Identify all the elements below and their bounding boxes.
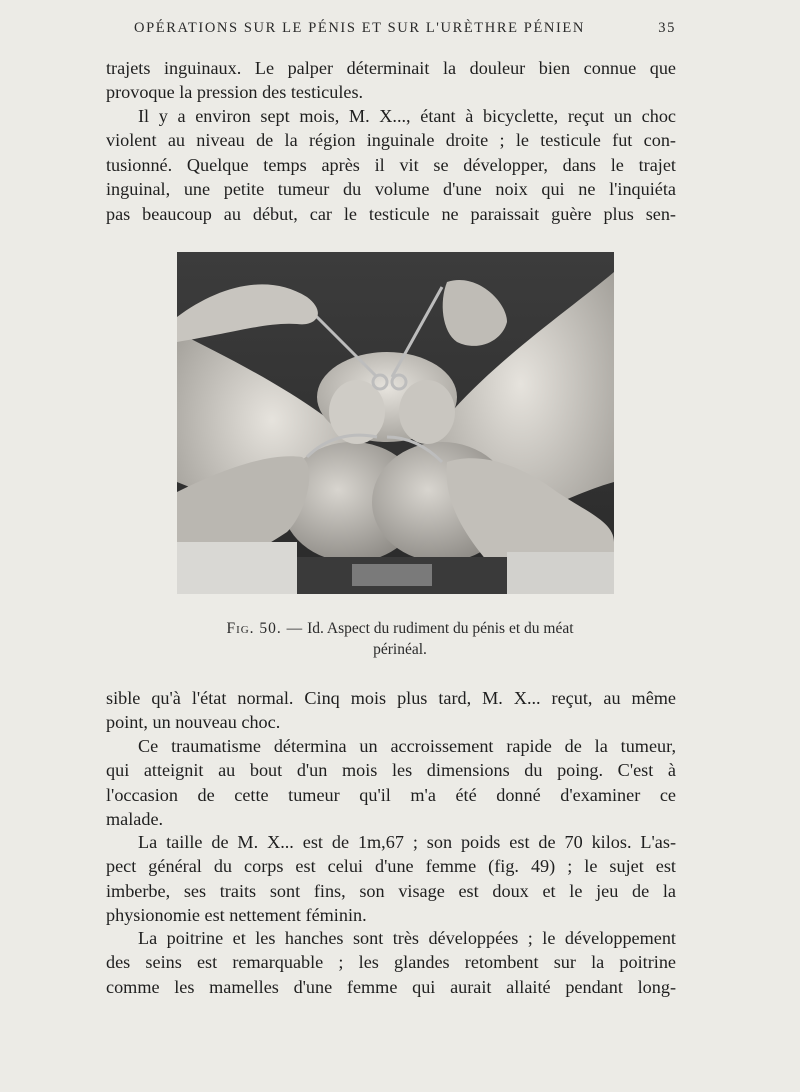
page-number: 35	[658, 20, 676, 36]
text-line: La taille de M. X... est de 1m,67 ; son poids est de 70 kilos. L'as-	[138, 832, 676, 852]
text-line: Ce traumatisme détermina un accroissement rapide de la tumeur,	[138, 736, 676, 756]
running-title: OPÉRATIONS SUR LE PÉNIS ET SUR L'URÈTHRE PÉNIEN	[134, 20, 585, 36]
text-line: comme les mamelles d'une femme qui aurait allaité pendant long-	[106, 976, 676, 997]
text-line: sible qu'à l'état normal. Cinq mois plus tard, M. X... reçut, au même	[106, 688, 676, 708]
text-line: provoque la pression des testicules.	[106, 82, 364, 103]
figure-caption	[120, 618, 680, 660]
paragraph-4	[106, 734, 676, 832]
paragraph-1	[106, 56, 676, 105]
text-line: pect général du corps est celui d'une femme (fig. 49) ; le sujet est	[106, 856, 676, 877]
text-line: trajets inguinaux. Le palper déterminait la douleur bien connue que	[106, 58, 676, 78]
caption-line-2: périnéal.	[373, 641, 427, 658]
paragraph-5	[106, 830, 676, 928]
paragraph-2	[106, 104, 676, 226]
text-line: qui atteignit au bout d'un mois les dimensions du poing. C'est à	[106, 760, 676, 781]
text-line: tusionné. Quelque temps après il vit se développer, dans le trajet	[106, 154, 676, 175]
paragraph-3	[106, 686, 676, 735]
text-line: imberbe, ses traits sont fins, son visage est doux et le jeu de la	[106, 880, 676, 901]
text-line: l'occasion de cette tumeur qu'il m'a été donné d'examiner ce	[106, 784, 676, 805]
text-line: malade.	[106, 809, 164, 830]
text-line: La poitrine et les hanches sont très développées ; le développement	[138, 928, 676, 948]
text-line: violent au niveau de la région inguinale droite ; le testicule fut con-	[106, 130, 676, 151]
text-line: des seins est remarquable ; les glandes retombent sur la poitrine	[106, 952, 676, 973]
text-line: Il y a environ sept mois, M. X..., étant à bicyclette, reçut un choc	[138, 106, 676, 126]
paragraph-6	[106, 926, 676, 999]
text-line: physionomie est nettement féminin.	[106, 905, 367, 926]
caption-line-1: Id. Aspect du rudiment du pénis et du méat	[307, 620, 574, 637]
figure-label: Fig. 50. —	[226, 620, 304, 637]
text-line: point, un nouveau choc.	[106, 712, 281, 733]
surgical-photograph	[177, 252, 614, 594]
text-line: inguinal, une petite tumeur du volume d'une noix qui ne l'inquiéta	[106, 179, 676, 200]
text-line: pas beaucoup au début, car le testicule ne paraissait guère plus sen-	[106, 203, 676, 224]
